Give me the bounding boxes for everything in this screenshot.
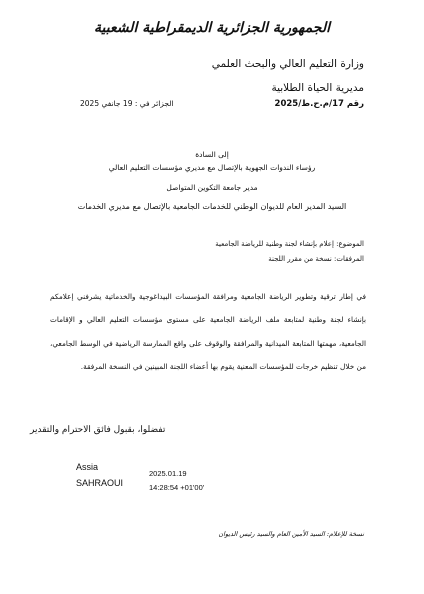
republic-header: الجمهورية الجزائرية الديمقراطية الشعبية [93,20,330,36]
signer-last-name: SAHRAOUI [76,478,124,488]
ministry-name: وزارة التعليم العالي والبحث العلمي [211,58,364,70]
directorate-name: مديرية الحياة الطلابية [271,82,364,94]
letter-date: الجزائر في : 19 جانفي 2025 [80,99,174,108]
copy-note: نسخة للإعلام: السيد الأمين العام والسيد رئيس الديوان [218,530,364,538]
recipient-line: رؤساء الندوات الجهوية بالإتصال مع مديري مؤسسات التعليم العالي [108,163,316,172]
subject-line: الموضوع: إعلام بإنشاء لجنة وطنية للرياضة الجامعية [215,240,364,248]
signature-time: 14:28:54 +01'00' [149,483,205,492]
signer-first-name: Assia [76,462,99,472]
signature-date: 2025.01.19 [149,469,187,478]
addressee-intro: إلى السادة [195,150,229,159]
recipient-line: مدير جامعة التكوين المتواصل [166,183,258,192]
body-paragraph: في إطار ترقية وتطوير الرياضة الجامعية ومرافقة المؤسسات البيداغوجية والخدماتية يشرفني إعلامكم بإنشاء لجنة وطنية لمتابعة ملف الرياضة الجامعية على مستوى مؤسسات التعليم العالي و الإقامات الجامعية، مهمتها المتابعة الميدانية والمرافقة والوقوف على واقع الممارسة الرياضية في الوسط الجامعي، من خلال تنظيم خرجات للمؤسسات المعنية يقوم بها أعضاء اللجنة المبينين في النسخة المرفقة. [50,292,366,371]
recipient-line: السيد المدير العام للديوان الوطني للخدمات الجامعية بالإتصال مع مديري الخدمات [77,202,347,211]
attachments-line: المرفقات: نسخة من مقرر اللجنة [268,255,364,263]
reference-number: رقم 17/م.ح.ط/2025 [274,99,364,109]
closing-line: تفضلوا، بقبول فائق الاحترام والتقدير [30,425,166,435]
